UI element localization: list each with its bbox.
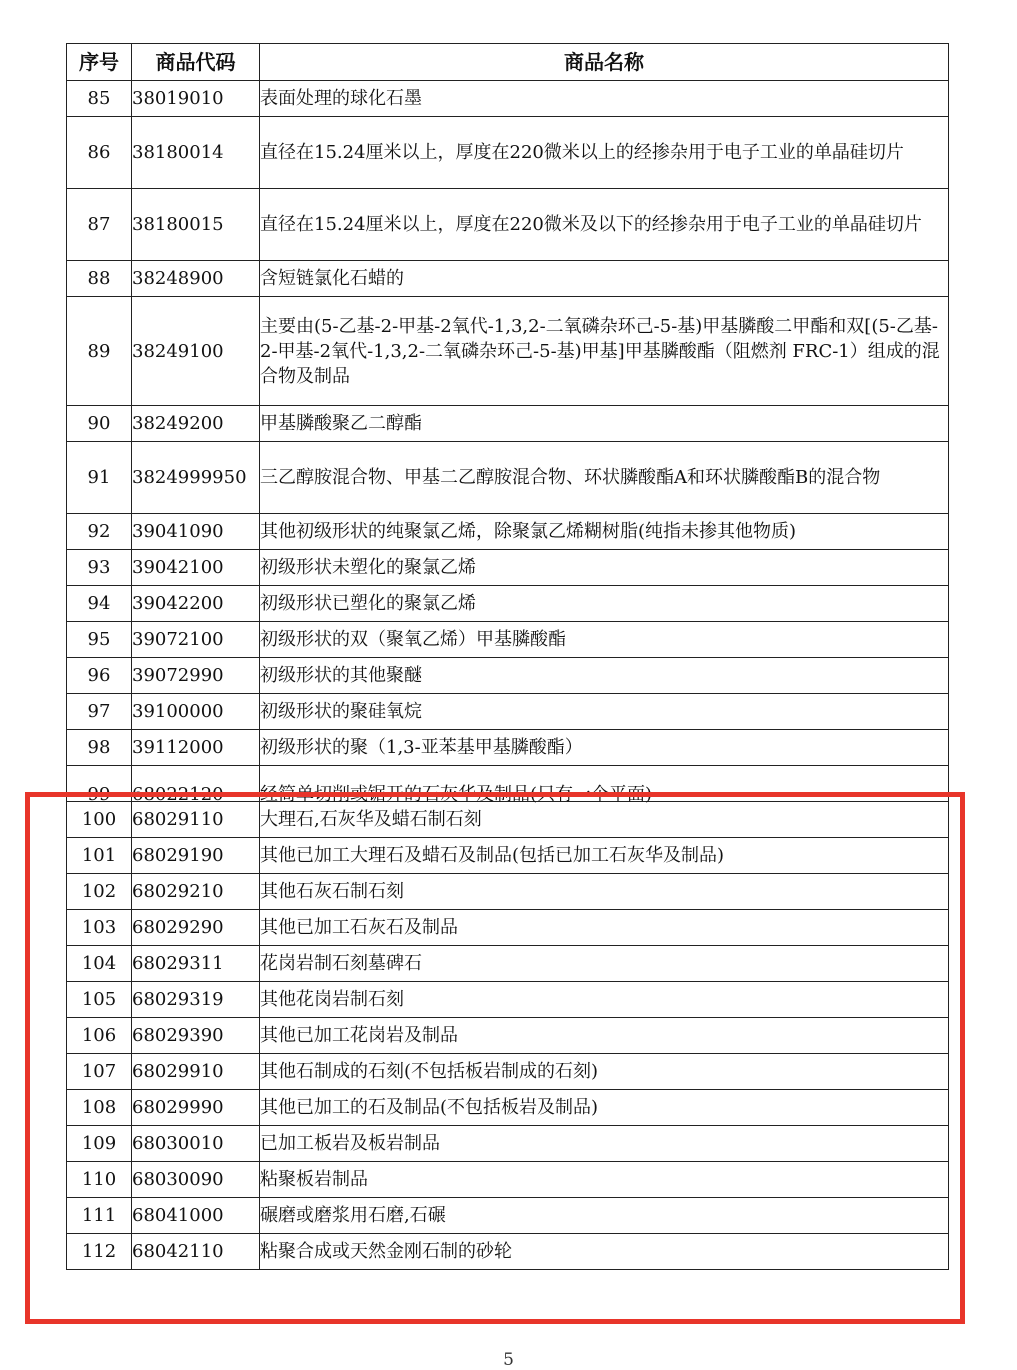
row-seq: 101: [67, 838, 132, 874]
row-code: 68029190: [132, 838, 260, 874]
row-seq: 107: [67, 1054, 132, 1090]
row-seq: 109: [67, 1126, 132, 1162]
goods-table: [66, 43, 949, 1270]
table-row: [67, 1126, 949, 1162]
row-seq: 91: [67, 442, 132, 514]
row-seq: 89: [67, 297, 132, 406]
row-seq: 92: [67, 514, 132, 550]
row-seq: 111: [67, 1198, 132, 1234]
row-code: 38249200: [132, 406, 260, 442]
table-row: [67, 442, 949, 514]
row-seq: 87: [67, 189, 132, 261]
row-code: 39041090: [132, 514, 260, 550]
row-seq: 93: [67, 550, 132, 586]
row-name: 初级形状的双（聚氧乙烯）甲基膦酸酯: [260, 622, 949, 658]
table-row: [67, 1234, 949, 1270]
row-code: 38248900: [132, 261, 260, 297]
row-seq: 96: [67, 658, 132, 694]
table-row: [67, 550, 949, 586]
row-code: 38180014: [132, 117, 260, 189]
row-name: 其他初级形状的纯聚氯乙烯，除聚氯乙烯糊树脂(纯指未掺其他物质): [260, 514, 949, 550]
table-row: [67, 261, 949, 297]
row-name: 初级形状已塑化的聚氯乙烯: [260, 586, 949, 622]
row-name: 直径在15.24厘米以上，厚度在220微米以上的经掺杂用于电子工业的单晶硅切片: [260, 117, 949, 189]
table-row: [67, 946, 949, 982]
row-seq: 102: [67, 874, 132, 910]
table-row: [67, 694, 949, 730]
row-seq: 100: [67, 802, 132, 838]
row-seq: 106: [67, 1018, 132, 1054]
row-seq: 105: [67, 982, 132, 1018]
row-code: 3824999950: [132, 442, 260, 514]
row-code: 39042200: [132, 586, 260, 622]
row-name: 初级形状的聚（1,3-亚苯基甲基膦酸酯）: [260, 730, 949, 766]
table-row: [67, 802, 949, 838]
row-name: 直径在15.24厘米以上，厚度在220微米及以下的经掺杂用于电子工业的单晶硅切片: [260, 189, 949, 261]
row-code: 68029910: [132, 1054, 260, 1090]
row-code: 38019010: [132, 81, 260, 117]
row-seq: 108: [67, 1090, 132, 1126]
table-row: [67, 117, 949, 189]
row-seq: 110: [67, 1162, 132, 1198]
table-row: [67, 81, 949, 117]
row-code: 39112000: [132, 730, 260, 766]
row-name: 粘聚合成或天然金刚石制的砂轮: [260, 1234, 949, 1270]
table-row: [67, 514, 949, 550]
row-seq: 90: [67, 406, 132, 442]
row-seq: 97: [67, 694, 132, 730]
row-code: 68042110: [132, 1234, 260, 1270]
row-seq: 86: [67, 117, 132, 189]
row-seq: 98: [67, 730, 132, 766]
row-name: 其他花岗岩制石刻: [260, 982, 949, 1018]
row-seq: 95: [67, 622, 132, 658]
row-code: 39072100: [132, 622, 260, 658]
header-seq: 序号: [67, 44, 132, 81]
row-code: 68029311: [132, 946, 260, 982]
row-code: 39100000: [132, 694, 260, 730]
row-code: 68022120: [132, 784, 224, 805]
table-row: [67, 838, 949, 874]
row-name: 其他石制成的石刻(不包括板岩制成的石刻): [260, 1054, 949, 1090]
row-seq: 99: [87, 784, 111, 805]
row-name: 已加工板岩及板岩制品: [260, 1126, 949, 1162]
row-name: 大理石,石灰华及蜡石制石刻: [260, 802, 949, 838]
row-name: 含短链氯化石蜡的: [260, 261, 949, 297]
row-name: 其他石灰石制石刻: [260, 874, 949, 910]
row-seq: 112: [67, 1234, 132, 1270]
row-code: 68041000: [132, 1198, 260, 1234]
row-code: 68029390: [132, 1018, 260, 1054]
row-seq: 94: [67, 586, 132, 622]
row-name: 其他已加工的石及制品(不包括板岩及制品): [260, 1090, 949, 1126]
row-name: 主要由(5-乙基-2-甲基-2氧代-1,3,2-二氧磷杂环己-5-基)甲基膦酸二甲酯和双[(5-乙基-2-甲基-2氧代-1,3,2-二氧磷杂环己-5-基)甲基]甲基膦酸酯（阻燃剂 FRC-1）组成的混合物及制品: [260, 297, 949, 406]
table-row: [67, 766, 949, 802]
row-name: 甲基膦酸聚乙二醇酯: [260, 406, 949, 442]
table-row: [67, 874, 949, 910]
row-name: 其他已加工石灰石及制品: [260, 910, 949, 946]
table-row: [67, 297, 949, 406]
row-seq: 88: [67, 261, 132, 297]
row-code: 38180015: [132, 189, 260, 261]
row-name: 三乙醇胺混合物、甲基二乙醇胺混合物、环状膦酸酯A和环状膦酸酯B的混合物: [260, 442, 949, 514]
table-row: [67, 1162, 949, 1198]
table-row: [67, 1054, 949, 1090]
row-code: 68029110: [132, 802, 260, 838]
header-code: 商品代码: [132, 44, 260, 81]
table-row: [67, 586, 949, 622]
row-code: 68030090: [132, 1162, 260, 1198]
row-code: 68029990: [132, 1090, 260, 1126]
table-row: [67, 910, 949, 946]
row-code: 68029210: [132, 874, 260, 910]
table-row: [67, 406, 949, 442]
table-row: [67, 1018, 949, 1054]
row-name: 其他已加工花岗岩及制品: [260, 1018, 949, 1054]
row-code: 68030010: [132, 1126, 260, 1162]
table-row: [67, 1090, 949, 1126]
table-row: [67, 982, 949, 1018]
row-name: 其他已加工大理石及蜡石及制品(包括已加工石灰华及制品): [260, 838, 949, 874]
row-seq: 104: [67, 946, 132, 982]
table-row: [67, 1198, 949, 1234]
row-code: 39072990: [132, 658, 260, 694]
table-row: [67, 189, 949, 261]
row-name: 初级形状未塑化的聚氯乙烯: [260, 550, 949, 586]
table-row: [67, 658, 949, 694]
row-name: 花岗岩制石刻墓碑石: [260, 946, 949, 982]
row-name: 粘聚板岩制品: [260, 1162, 949, 1198]
row-code: 68029290: [132, 910, 260, 946]
row-name: 初级形状的其他聚醚: [260, 658, 949, 694]
page-number: 5: [503, 1350, 514, 1370]
table-row: [67, 730, 949, 766]
header-row: [67, 44, 949, 81]
row-name: 经简单切削或锯开的石灰华及制品(只有一个平面): [260, 784, 653, 805]
row-seq: 103: [67, 910, 132, 946]
row-code: 68029319: [132, 982, 260, 1018]
table-row: [67, 622, 949, 658]
row-name: 初级形状的聚硅氧烷: [260, 694, 949, 730]
header-name: 商品名称: [260, 44, 949, 81]
row-code: 39042100: [132, 550, 260, 586]
row-seq: 85: [67, 81, 132, 117]
row-name: 表面处理的球化石墨: [260, 81, 949, 117]
row-code: 38249100: [132, 297, 260, 406]
row-name: 碾磨或磨浆用石磨,石碾: [260, 1198, 949, 1234]
